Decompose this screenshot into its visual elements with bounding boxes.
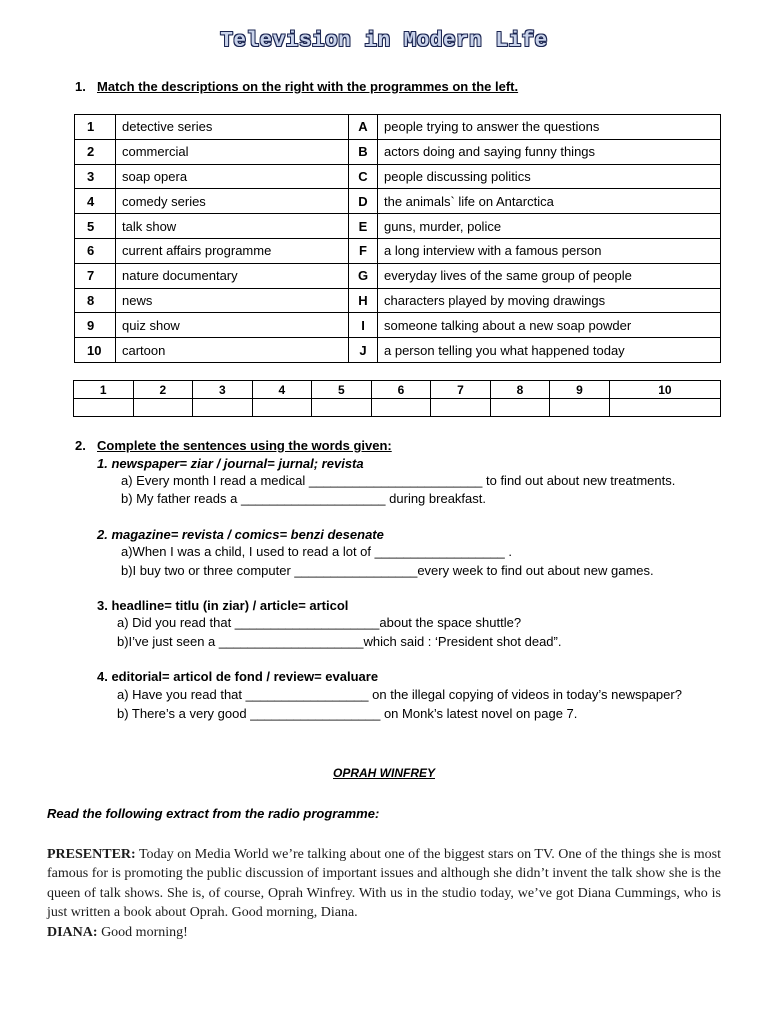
programme-name: detective series	[116, 115, 349, 140]
answer-blank-cell[interactable]	[490, 399, 550, 417]
description-letter: G	[349, 263, 378, 288]
matching-table	[74, 114, 721, 363]
programme-name: talk show	[116, 214, 349, 239]
programme-number: 2	[75, 139, 116, 164]
presenter-text: Today on Media World we’re talking about one of the biggest stars on TV. One of the things she is most famous for is promoting the public discussion of important issues and although she didn’t invent the talk show she is the queen of talk shows. She is, of course, Oprah Winfrey. With us in the studio today, we’ve got Diana Cummings, who is just written a book about Oprah. Good morning, Diana.	[47, 847, 721, 921]
exercise-1-number: 1.	[75, 79, 86, 94]
programme-name: nature documentary	[116, 263, 349, 288]
diana-line	[47, 923, 721, 942]
programme-number: 3	[75, 164, 116, 189]
group-4-sentence-b: b) There’s a very good __________________ on Monk’s latest novel on page 7.	[117, 706, 578, 721]
answer-header-cell: 1	[74, 381, 134, 399]
programme-number: 7	[75, 263, 116, 288]
description-letter: J	[349, 338, 378, 363]
description-letter: H	[349, 288, 378, 313]
answer-header-cell: 9	[550, 381, 610, 399]
description-letter: A	[349, 115, 378, 140]
group-3-title: 3. headline= titlu (in ziar) / article= articol	[97, 598, 349, 613]
programme-name: news	[116, 288, 349, 313]
description-letter: F	[349, 238, 378, 263]
answer-header-cell: 6	[371, 381, 431, 399]
group-4-title: 4. editorial= articol de fond / review= evaluare	[97, 669, 379, 684]
answer-header-cell: 7	[431, 381, 491, 399]
match-row	[75, 238, 721, 263]
match-row	[75, 214, 721, 239]
answer-blank-cell[interactable]	[550, 399, 610, 417]
description-text: the animals` life on Antarctica	[378, 189, 721, 214]
description-text: guns, murder, police	[378, 214, 721, 239]
description-text: people discussing politics	[378, 164, 721, 189]
group-2-title: 2. magazine= revista / comics= benzi desenate	[97, 527, 384, 542]
programme-number: 10	[75, 338, 116, 363]
description-letter: I	[349, 313, 378, 338]
group-3-sentence-a: a) Did you read that ____________________about the space shuttle?	[117, 615, 522, 630]
answer-header-cell: 8	[490, 381, 550, 399]
answer-header-cell: 5	[312, 381, 372, 399]
presenter-label: PRESENTER:	[47, 847, 136, 862]
description-text: everyday lives of the same group of people	[378, 263, 721, 288]
presenter-line	[47, 845, 721, 923]
group-4-sentence-a: a) Have you read that _________________ on the illegal copying of videos in today’s newspaper?	[117, 687, 682, 702]
programme-number: 5	[75, 214, 116, 239]
answer-grid	[73, 380, 721, 417]
programme-name: commercial	[116, 139, 349, 164]
exercise-2-number: 2.	[75, 438, 86, 453]
description-text: a person telling you what happened today	[378, 338, 721, 363]
answer-blank-cell[interactable]	[609, 399, 720, 417]
answer-header-cell: 3	[193, 381, 253, 399]
group-1-title: 1. newspaper= ziar / journal= jurnal; revista	[97, 456, 364, 471]
programme-number: 6	[75, 238, 116, 263]
description-letter: D	[349, 189, 378, 214]
description-letter: B	[349, 139, 378, 164]
match-row	[75, 338, 721, 363]
answer-blank-cell[interactable]	[193, 399, 253, 417]
description-text: people trying to answer the questions	[378, 115, 721, 140]
answer-blank-cell[interactable]	[133, 399, 193, 417]
answer-blank-cell[interactable]	[74, 399, 134, 417]
exercise-2-heading: Complete the sentences using the words given:	[97, 438, 392, 453]
match-row	[75, 313, 721, 338]
answer-blank-cell[interactable]	[371, 399, 431, 417]
reading-title: OPRAH WINFREY	[333, 766, 435, 780]
programme-name: soap opera	[116, 164, 349, 189]
exercise-1-heading: Match the descriptions on the right with the programmes on the left.	[97, 79, 519, 94]
match-row	[75, 115, 721, 140]
group-1-sentence-a: a) Every month I read a medical ________________________ to find out about new treatments.	[121, 473, 676, 488]
programme-name: comedy series	[116, 189, 349, 214]
programme-number: 9	[75, 313, 116, 338]
description-text: a long interview with a famous person	[378, 238, 721, 263]
reading-instruction: Read the following extract from the radio programme:	[47, 806, 380, 821]
match-row	[75, 139, 721, 164]
answer-blank-cell[interactable]	[431, 399, 491, 417]
answer-header-cell: 10	[609, 381, 720, 399]
diana-label: DIANA:	[47, 924, 98, 940]
answer-blank-cell[interactable]	[312, 399, 372, 417]
match-row	[75, 189, 721, 214]
description-letter: E	[349, 214, 378, 239]
radio-extract	[47, 845, 721, 942]
group-1-sentence-b: b) My father reads a ____________________ during breakfast.	[121, 491, 486, 506]
group-3-sentence-b: b)I’ve just seen a ____________________which said : ‘President shot dead”.	[117, 634, 562, 649]
answer-header-cell: 2	[133, 381, 193, 399]
match-row	[75, 288, 721, 313]
programme-name: quiz show	[116, 313, 349, 338]
diana-text: Good morning!	[97, 924, 188, 940]
group-2-sentence-a: a)When I was a child, I used to read a lot of __________________ .	[121, 544, 512, 559]
page-title: Television in Modern Life	[220, 30, 548, 53]
answer-header-cell: 4	[252, 381, 312, 399]
answer-header-row	[74, 381, 721, 399]
group-2-sentence-b: b)I buy two or three computer _________________every week to find out about new games.	[121, 563, 654, 578]
description-letter: C	[349, 164, 378, 189]
programme-number: 1	[75, 115, 116, 140]
description-text: actors doing and saying funny things	[378, 139, 721, 164]
programme-number: 4	[75, 189, 116, 214]
programme-name: cartoon	[116, 338, 349, 363]
programme-name: current affairs programme	[116, 238, 349, 263]
programme-number: 8	[75, 288, 116, 313]
answer-blank-cell[interactable]	[252, 399, 312, 417]
match-row	[75, 164, 721, 189]
description-text: someone talking about a new soap powder	[378, 313, 721, 338]
answer-blank-row	[74, 399, 721, 417]
description-text: characters played by moving drawings	[378, 288, 721, 313]
match-row	[75, 263, 721, 288]
